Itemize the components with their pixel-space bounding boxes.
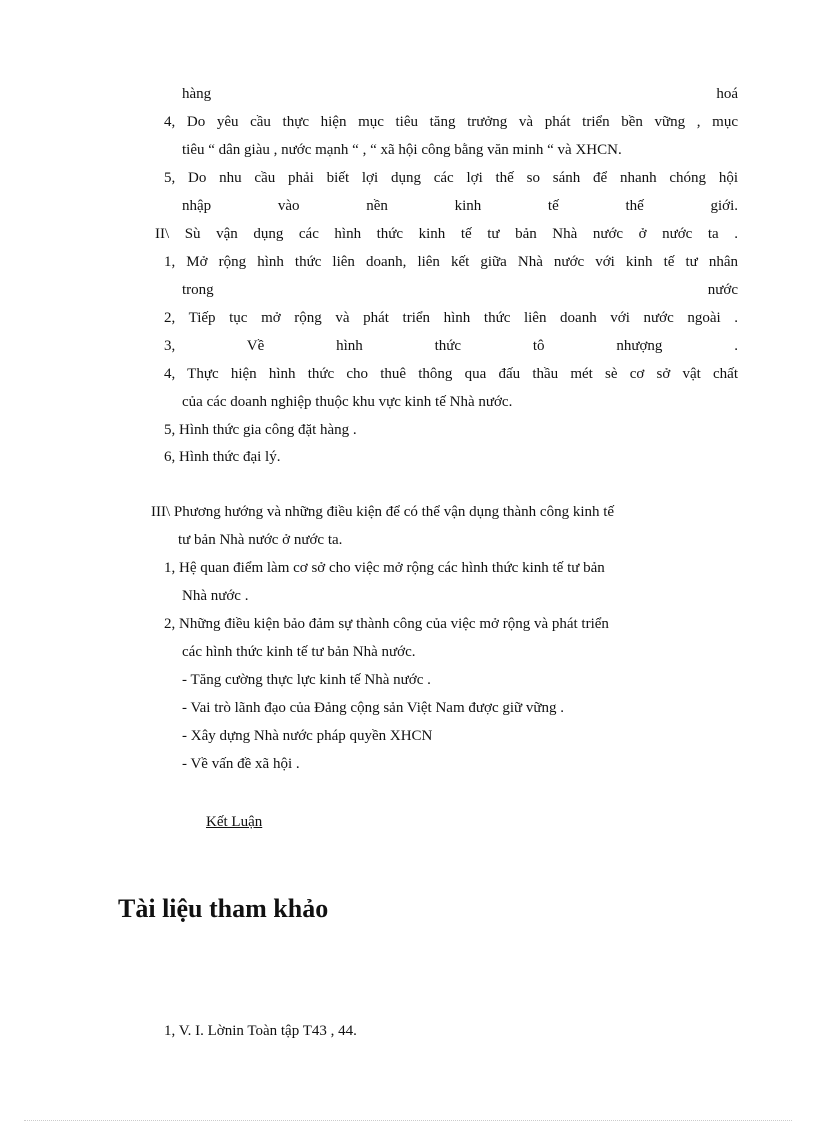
section-heading-2: II\ Sù vận dụng các hình thức kinh tế tư bản Nhà nước ở nước ta . bbox=[155, 226, 738, 242]
conclusion-heading: Kết Luận bbox=[206, 814, 263, 830]
text-line: của các doanh nghiệp thuộc khu vực kinh tế Nhà nước. bbox=[182, 394, 513, 410]
text-line: 1, Mở rộng hình thức liên doanh, liên kết giữa Nhà nước với kinh tế tư nhân bbox=[164, 254, 738, 270]
text-line: 5, Hình thức gia công đặt hàng . bbox=[164, 422, 357, 438]
text-line: tiêu “ dân giàu , nước mạnh “ , “ xã hội công bằng văn minh “ và XHCN. bbox=[182, 142, 622, 158]
text-line: 5, Do nhu cầu phải biết lợi dụng các lợi thế so sánh để nhanh chóng hội bbox=[164, 170, 738, 186]
text-line: tư bản Nhà nước ở nước ta. bbox=[178, 532, 343, 548]
text-line: 4, Thực hiện hình thức cho thuê thông qua đấu thầu mét sè cơ sở vật chất bbox=[164, 366, 738, 382]
text-line: 4, Do yêu cầu thực hiện mục tiêu tăng trưởng và phát triển bền vững , mục bbox=[164, 114, 738, 130]
text-line: các hình thức kinh tế tư bản Nhà nước. bbox=[182, 644, 416, 660]
text-line: 2, Tiếp tục mở rộng và phát triển hình thức liên doanh với nước ngoài . bbox=[164, 310, 738, 326]
references-heading: Tài liệu tham khảo bbox=[118, 894, 329, 923]
text-line: 6, Hình thức đại lý. bbox=[164, 449, 281, 465]
section-heading-3: III\ Phương hướng và những điều kiện để có thể vận dụng thành công kinh tế bbox=[151, 504, 615, 520]
bullet-item: - Vai trò lãnh đạo của Đảng cộng sản Việt Nam được giữ vững . bbox=[182, 700, 565, 716]
bullet-item: - Về vấn đề xã hội . bbox=[182, 756, 300, 772]
text-line: hàng hoá bbox=[182, 86, 738, 102]
reference-item: 1, V. I. Lờnin Toàn tập T43 , 44. bbox=[164, 1023, 357, 1039]
text-line: nhập vào nền kinh tế thế giới. bbox=[182, 198, 738, 214]
page-bottom-divider bbox=[24, 1120, 792, 1121]
text-line: Nhà nước . bbox=[182, 588, 249, 604]
text-line: 2, Những điều kiện bảo đảm sự thành công của việc mở rộng và phát triển bbox=[164, 616, 609, 632]
bullet-item: - Xây dựng Nhà nước pháp quyền XHCN bbox=[182, 728, 433, 744]
text-line: 1, Hệ quan điểm làm cơ sở cho việc mở rộng các hình thức kinh tế tư bản bbox=[164, 560, 605, 576]
text-line: 3, Về hình thức tô nhượng . bbox=[164, 338, 738, 354]
text-line: trong nước bbox=[182, 282, 738, 298]
bullet-item: - Tăng cường thực lực kinh tế Nhà nước . bbox=[182, 672, 431, 688]
